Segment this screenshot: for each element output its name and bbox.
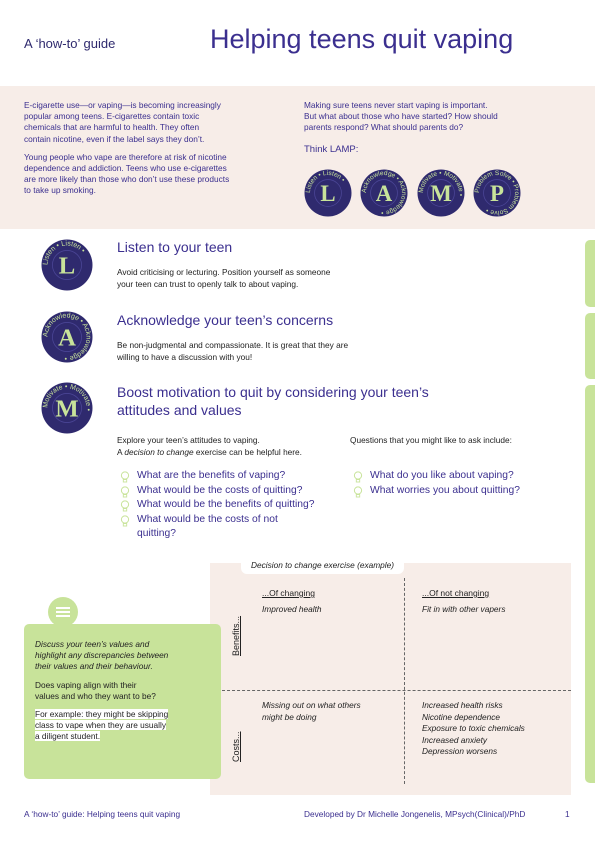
acknowledge-title: Acknowledge your teen’s concerns bbox=[117, 312, 334, 328]
list-item: What would be the benefits of quitting? bbox=[118, 498, 343, 513]
badge-word: Motivate • Motivate • bbox=[417, 169, 465, 197]
costs-changing: Missing out on what others might be doing bbox=[262, 700, 361, 722]
lightbulb-icon bbox=[120, 515, 130, 527]
tip-paragraph-2: Does vaping align with their values and who they want to be? bbox=[35, 679, 156, 701]
listen-body: Avoid criticising or lecturing. Position yourself as someone your teen can trust to openly talk to about vaping. bbox=[117, 267, 331, 289]
row-label-costs: Costs... bbox=[231, 731, 241, 762]
lamp-badge-a bbox=[360, 169, 408, 217]
guide-label: A ‘how-to’ guide bbox=[24, 36, 116, 51]
intro-paragraph-3: Making sure teens never start vaping is important. But what about those who have started? How should parents respond? What should parents do? bbox=[304, 100, 498, 133]
lightbulb-icon bbox=[120, 500, 130, 512]
col-head-not-changing: ...Of not changing bbox=[422, 588, 490, 598]
grid-divider-horizontal bbox=[222, 690, 571, 691]
benefits-not-changing: Fit in with other vapers bbox=[422, 604, 506, 614]
questions-intro: Questions that you might like to ask include: bbox=[350, 435, 512, 445]
page-number: 1 bbox=[565, 809, 570, 819]
list-item: What would be the costs of quitting? bbox=[118, 484, 343, 499]
motivate-title: Boost motivation to quit by considering your teen’s attitudes and values bbox=[117, 384, 429, 418]
row-label-benefits: Benefits... bbox=[231, 615, 241, 656]
motivate-explore: Explore your teen’s attitudes to vaping. A decision to change exercise can be helpful here. bbox=[117, 435, 302, 457]
badge-word: Acknowledge • Acknowledge • bbox=[42, 312, 92, 362]
lightbulb-icon bbox=[353, 471, 363, 483]
intro-paragraph-1: E-cigarette use—or vaping—is becoming increasingly popular among teens. E-cigarettes contain toxic chemicals that are harmful to health. They often contain nicotine, even if the label says they don’t. bbox=[24, 100, 221, 144]
speech-bubble-icon bbox=[45, 597, 81, 633]
tip-paragraph-3: For example: they might be skipping class to vape when they are usually a diligent student. bbox=[35, 709, 169, 742]
side-tab-acknowledge bbox=[585, 313, 595, 379]
listen-title: Listen to your teen bbox=[117, 239, 233, 255]
lamp-badge-p bbox=[473, 169, 521, 217]
benefits-changing: Improved health bbox=[262, 604, 322, 614]
lamp-badge-a bbox=[41, 311, 93, 363]
exercise-title: Decision to change exercise (example) bbox=[241, 556, 404, 574]
badge-word: Problem Solve • Problem Solve • bbox=[473, 169, 521, 217]
intro-paragraph-2: Young people who vape are therefore at risk of nicotine dependence and addiction. Teens who use e-cigarettes are more likely than those who don’t use these products to take up smoking. bbox=[24, 151, 230, 196]
badge-letter: A bbox=[375, 180, 393, 206]
list-item: What are the benefits of vaping? bbox=[118, 469, 343, 484]
badge-letter: L bbox=[58, 252, 76, 280]
tip-paragraph-1: Discuss your teen’s values and highlight any discrepancies between their values and their behaviour. bbox=[35, 639, 169, 672]
list-item: What would be the costs of not quitting? bbox=[118, 513, 312, 542]
lamp-badge-m bbox=[417, 169, 465, 217]
lightbulb-icon bbox=[353, 486, 363, 498]
right-question-list bbox=[351, 469, 571, 498]
badge-letter: P bbox=[490, 180, 504, 206]
badge-word: Acknowledge • Acknowledge • bbox=[360, 169, 408, 217]
acknowledge-body: Be non-judgmental and compassionate. It is great that they are willing to have a discussion with you! bbox=[117, 340, 349, 362]
intro-right bbox=[304, 100, 574, 155]
footer-guide-title: A ‘how-to’ guide: Helping teens quit vaping bbox=[24, 809, 181, 819]
side-tab-listen bbox=[585, 240, 595, 307]
page-title: Helping teens quit vaping bbox=[210, 24, 514, 54]
badge-letter: L bbox=[320, 180, 336, 206]
side-tab-motivate bbox=[585, 385, 595, 783]
badge-letter: M bbox=[430, 180, 452, 206]
badge-letter: A bbox=[58, 324, 76, 352]
badge-word: Motivate • Motivate • bbox=[42, 383, 92, 412]
lamp-badge-l bbox=[304, 169, 352, 217]
costs-not-changing: Increased health risks Nicotine dependence Exposure to toxic chemicals Increased anxiety Depression worsens bbox=[422, 700, 525, 756]
footer-author: Developed by Dr Michelle Jongenelis, MPsych(Clinical)/PhD bbox=[304, 809, 526, 819]
lamp-badge-m bbox=[41, 382, 93, 434]
badge-word: Listen • Listen • bbox=[304, 169, 347, 194]
think-lamp-label: Think LAMP: bbox=[304, 143, 359, 155]
badge-letter: M bbox=[55, 395, 79, 423]
list-item: What do you like about vaping? bbox=[351, 469, 571, 484]
left-question-list bbox=[118, 469, 343, 542]
lightbulb-icon bbox=[120, 486, 130, 498]
grid-divider-vertical bbox=[404, 578, 405, 784]
badge-word: Listen • Listen • bbox=[42, 240, 87, 266]
col-head-changing: ...Of changing bbox=[262, 588, 315, 598]
lamp-badge-l bbox=[41, 239, 93, 291]
lightbulb-icon bbox=[120, 471, 130, 483]
tip-box-text bbox=[35, 639, 215, 743]
intro-left bbox=[24, 100, 284, 197]
list-item: What worries you about quitting? bbox=[351, 484, 571, 499]
